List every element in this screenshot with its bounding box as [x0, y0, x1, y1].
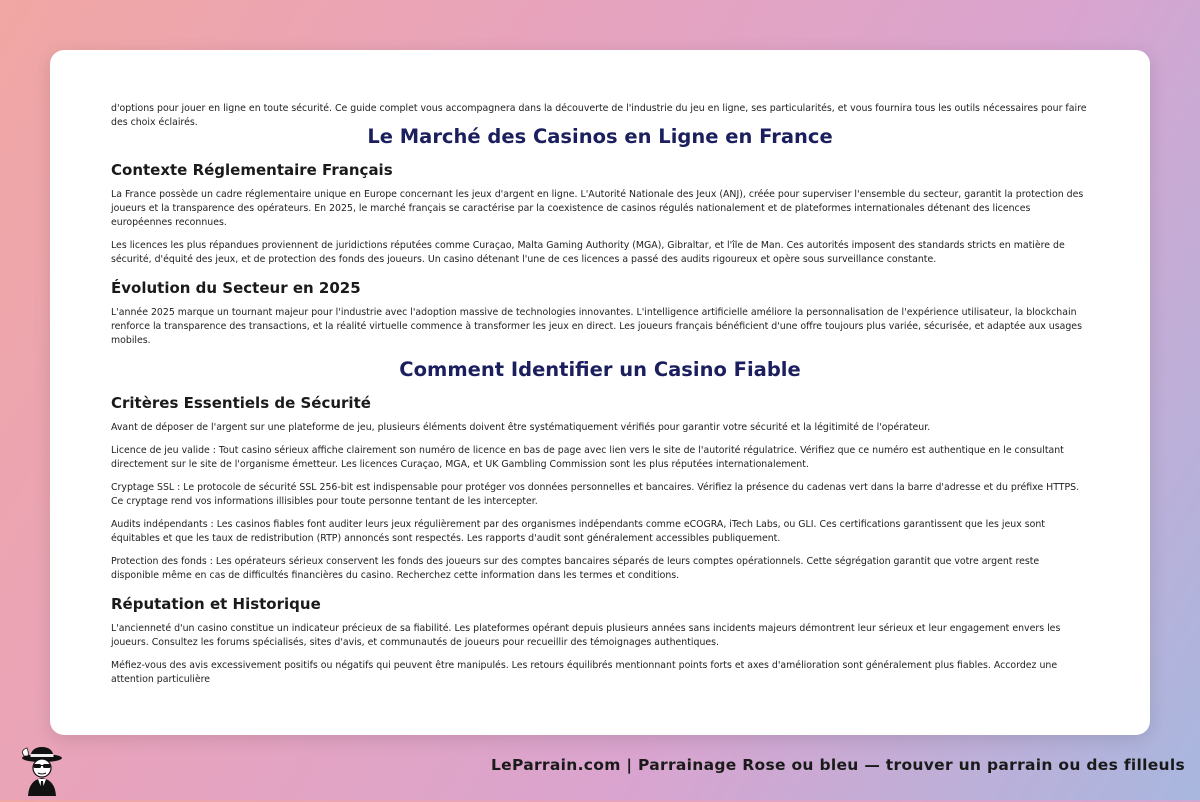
subheading-evolution: Évolution du Secteur en 2025 — [111, 279, 361, 297]
paragraph: Audits indépendants : Les casinos fiables font auditer leurs jeux régulièrement par des organismes indépendants comme eCOGRA, iTech Labs, ou GLI. Ces certifications garantissent que les jeux sont équitables et que les taux de redistribution (RTP) annoncés sont respectés. Les rapports d'audit sont généralement accessibles publiquement. — [111, 519, 1045, 544]
subheading-security-criteria: Critères Essentiels de Sécurité — [111, 394, 371, 412]
subheading-reputation: Réputation et Historique — [111, 595, 321, 613]
paragraph: Licence de jeu valide : Tout casino sérieux affiche clairement son numéro de licence en bas de page avec lien vers le site de l'autorité régulatrice. Vérifiez que ce numéro est authentique en le consultant directement sur le site de l'organisme émetteur. Les licences Curaçao, MGA, et UK Gambling Commission sont les plus réputées internationalement. — [111, 445, 1064, 470]
paragraph: Les licences les plus répandues proviennent de juridictions réputées comme Curaçao, Malta Gaming Authority (MGA), Gibraltar, et l'île de Man. Ces autorités imposent des standards stricts en matière de sécurité, d'équité des jeux, et de protection des fonds des joueurs. Un casino détenant l'une de ces licences a passé des audits rigoureux et opère sous surveillance constante. — [111, 240, 1065, 265]
paragraph: Protection des fonds : Les opérateurs sérieux conservent les fonds des joueurs sur des comptes bancaires séparés de leurs comptes opérationnels. Cette ségrégation garantit que votre argent reste disponible même en cas de difficultés financières du casino. Recherchez cette information dans les termes et conditions. — [111, 556, 1040, 581]
hat-man-logo-icon[interactable] — [18, 744, 66, 798]
footer-caption[interactable]: LeParrain.com | Parrainage Rose ou bleu — trouver un parrain ou des filleuls — [490, 756, 1185, 774]
section-heading-market: Le Marché des Casinos en Ligne en France — [367, 125, 833, 148]
subheading-regulation: Contexte Réglementaire Français — [111, 161, 393, 179]
paragraph: Avant de déposer de l'argent sur une plateforme de jeu, plusieurs éléments doivent être systématiquement vérifiés pour garantir votre sécurité et la légitimité de l'opérateur. — [111, 422, 931, 433]
intro-text: d'options pour jouer en ligne en toute sécurité. Ce guide complet vous accompagnera dans la découverte de l'industrie du jeu en ligne, ses particularités, et vous fournira tous les outils nécessaires pour faire des choix éclairés. — [111, 103, 1087, 128]
article-scroll-area[interactable] — [111, 98, 1089, 713]
intro-paragraph-tail — [111, 102, 1089, 128]
article-card — [50, 50, 1150, 735]
article-body — [111, 92, 1089, 696]
paragraph: Cryptage SSL : Le protocole de sécurité SSL 256-bit est indispensable pour protéger vos données personnelles et bancaires. Vérifiez la présence du cadenas vert dans la barre d'adresse et du préfixe HTTPS. Ce cryptage rend vos informations illisibles pour toute personne tentant de les intercepter. — [111, 482, 1080, 507]
section-heading-reliable-casino: Comment Identifier un Casino Fiable — [399, 358, 801, 381]
paragraph: La France possède un cadre réglementaire unique en Europe concernant les jeux d'argent en ligne. L'Autorité Nationale des Jeux (ANJ), créée pour superviser l'ensemble du secteur, garantit la protection des joueurs et la transparence des opérateurs. En 2025, le marché français se caractérise par la coexistence de casinos régulés nationalement et de plateformes internationales détenant des licences européennes reconnues. — [111, 189, 1084, 228]
paragraph: L'année 2025 marque un tournant majeur pour l'industrie avec l'adoption massive de technologies innovantes. L'intelligence artificielle améliore la personnalisation de l'expérience utilisateur, la blockchain renforce la transparence des transactions, et la réalité virtuelle commence à transformer les jeux en direct. Les joueurs français bénéficient d'une offre toujours plus variée, sécurisée, et adaptée aux usages mobiles. — [111, 307, 1082, 346]
footer-bar — [0, 740, 1200, 800]
paragraph: L'ancienneté d'un casino constitue un indicateur précieux de sa fiabilité. Les plateformes opérant depuis plusieurs années sans incidents majeurs démontrent leur sérieux et leur engagement envers les joueurs. Consultez les forums spécialisés, sites d'avis, et communautés de joueurs pour recueillir des témoignages authentiques. — [111, 623, 1061, 648]
paragraph: Méfiez-vous des avis excessivement positifs ou négatifs qui peuvent être manipulés. Les retours équilibrés mentionnant points forts et axes d'amélioration sont généralement plus fiables. Accordez une attention particulière — [111, 660, 1058, 685]
